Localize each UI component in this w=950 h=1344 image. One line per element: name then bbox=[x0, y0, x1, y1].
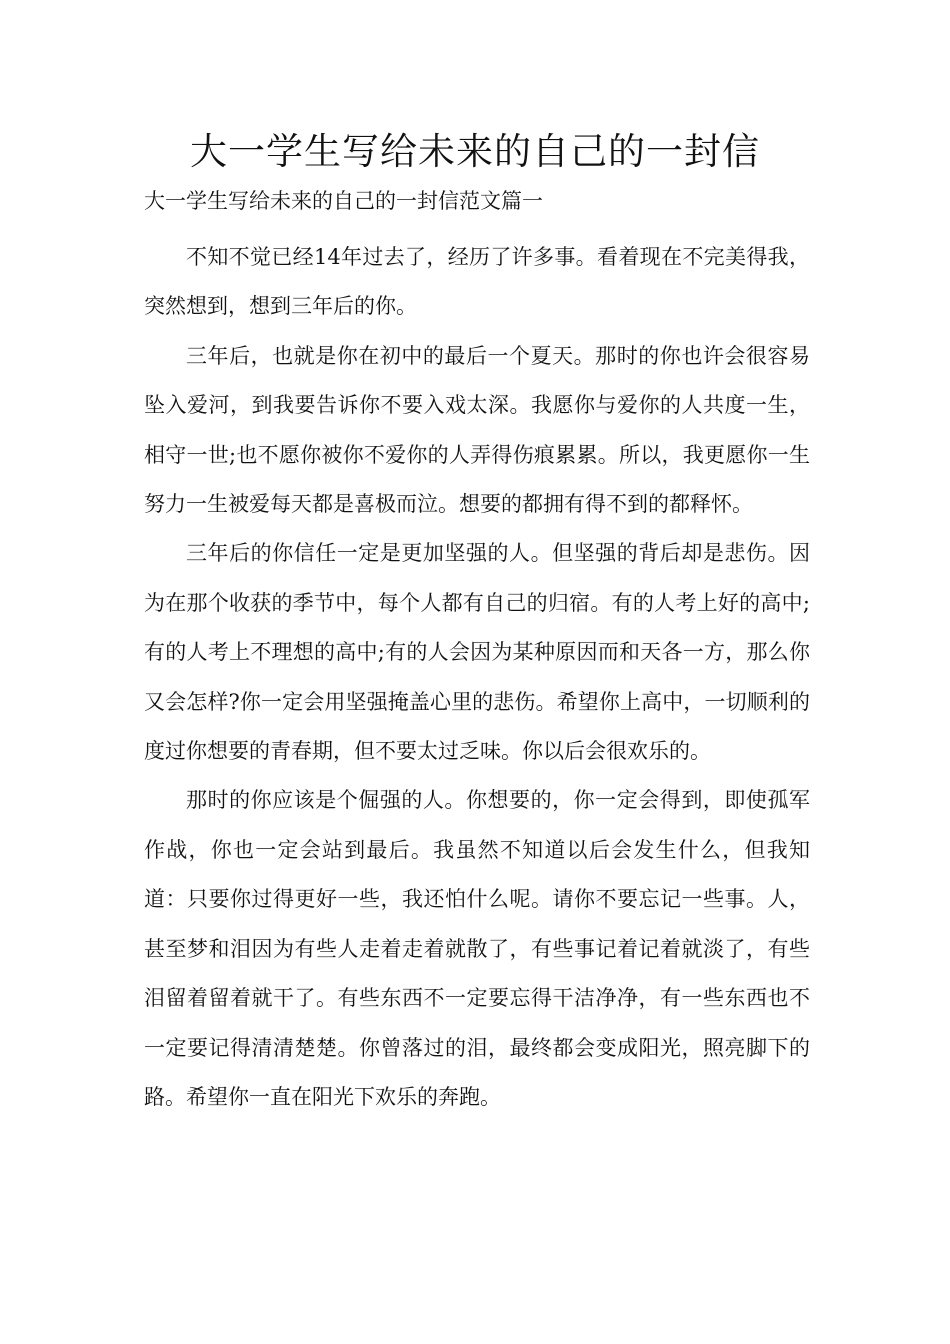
paragraph-1: 不知不觉已经14年过去了，经历了许多事。看着现在不完美得我，突然想到，想到三年后的你。 bbox=[144, 245, 810, 319]
document-subtitle: 大一学生写给未来的自己的一封信范文篇一 bbox=[144, 189, 543, 213]
paragraph-3: 三年后的你信任一定是更加坚强的人。但坚强的背后却是悲伤。因为在那个收获的季节中，每个人都有自己的归宿。有的人考上好的高中;有的人考上不理想的高中;有的人会因为某种原因而和天各一方，那么你又会怎样?你一定会用坚强掩盖心里的悲伤。希望你上高中，一切顺利的度过你想要的青春期，但不要太过乏味。你以后会很欢乐的。 bbox=[144, 541, 810, 764]
document-title: 大一学生写给未来的自己的一封信 bbox=[190, 130, 760, 173]
document-body bbox=[144, 233, 810, 1122]
paragraph-4: 那时的你应该是个倔强的人。你想要的，你一定会得到，即使孤军作战，你也一定会站到最后。我虽然不知道以后会发生什么，但我知道：只要你过得更好一些，我还怕什么呢。请你不要忘记一些事。人，甚至梦和泪因为有些人走着走着就散了，有些事记着记着就淡了，有些泪留着留着就干了。有些东西不一定要忘得干洁净净，有一些东西也不一定要记得清清楚楚。你曾落过的泪，最终都会变成阳光，照亮脚下的路。希望你一直在阳光下欢乐的奔跑。 bbox=[144, 788, 810, 1109]
paragraph-2: 三年后，也就是你在初中的最后一个夏天。那时的你也许会很容易坠入爱河，到我要告诉你不要入戏太深。我愿你与爱你的人共度一生，相守一世;也不愿你被你不爱你的人弄得伤痕累累。所以，我更愿你一生努力一生被爱每天都是喜极而泣。想要的都拥有得不到的都释怀。 bbox=[144, 343, 810, 517]
